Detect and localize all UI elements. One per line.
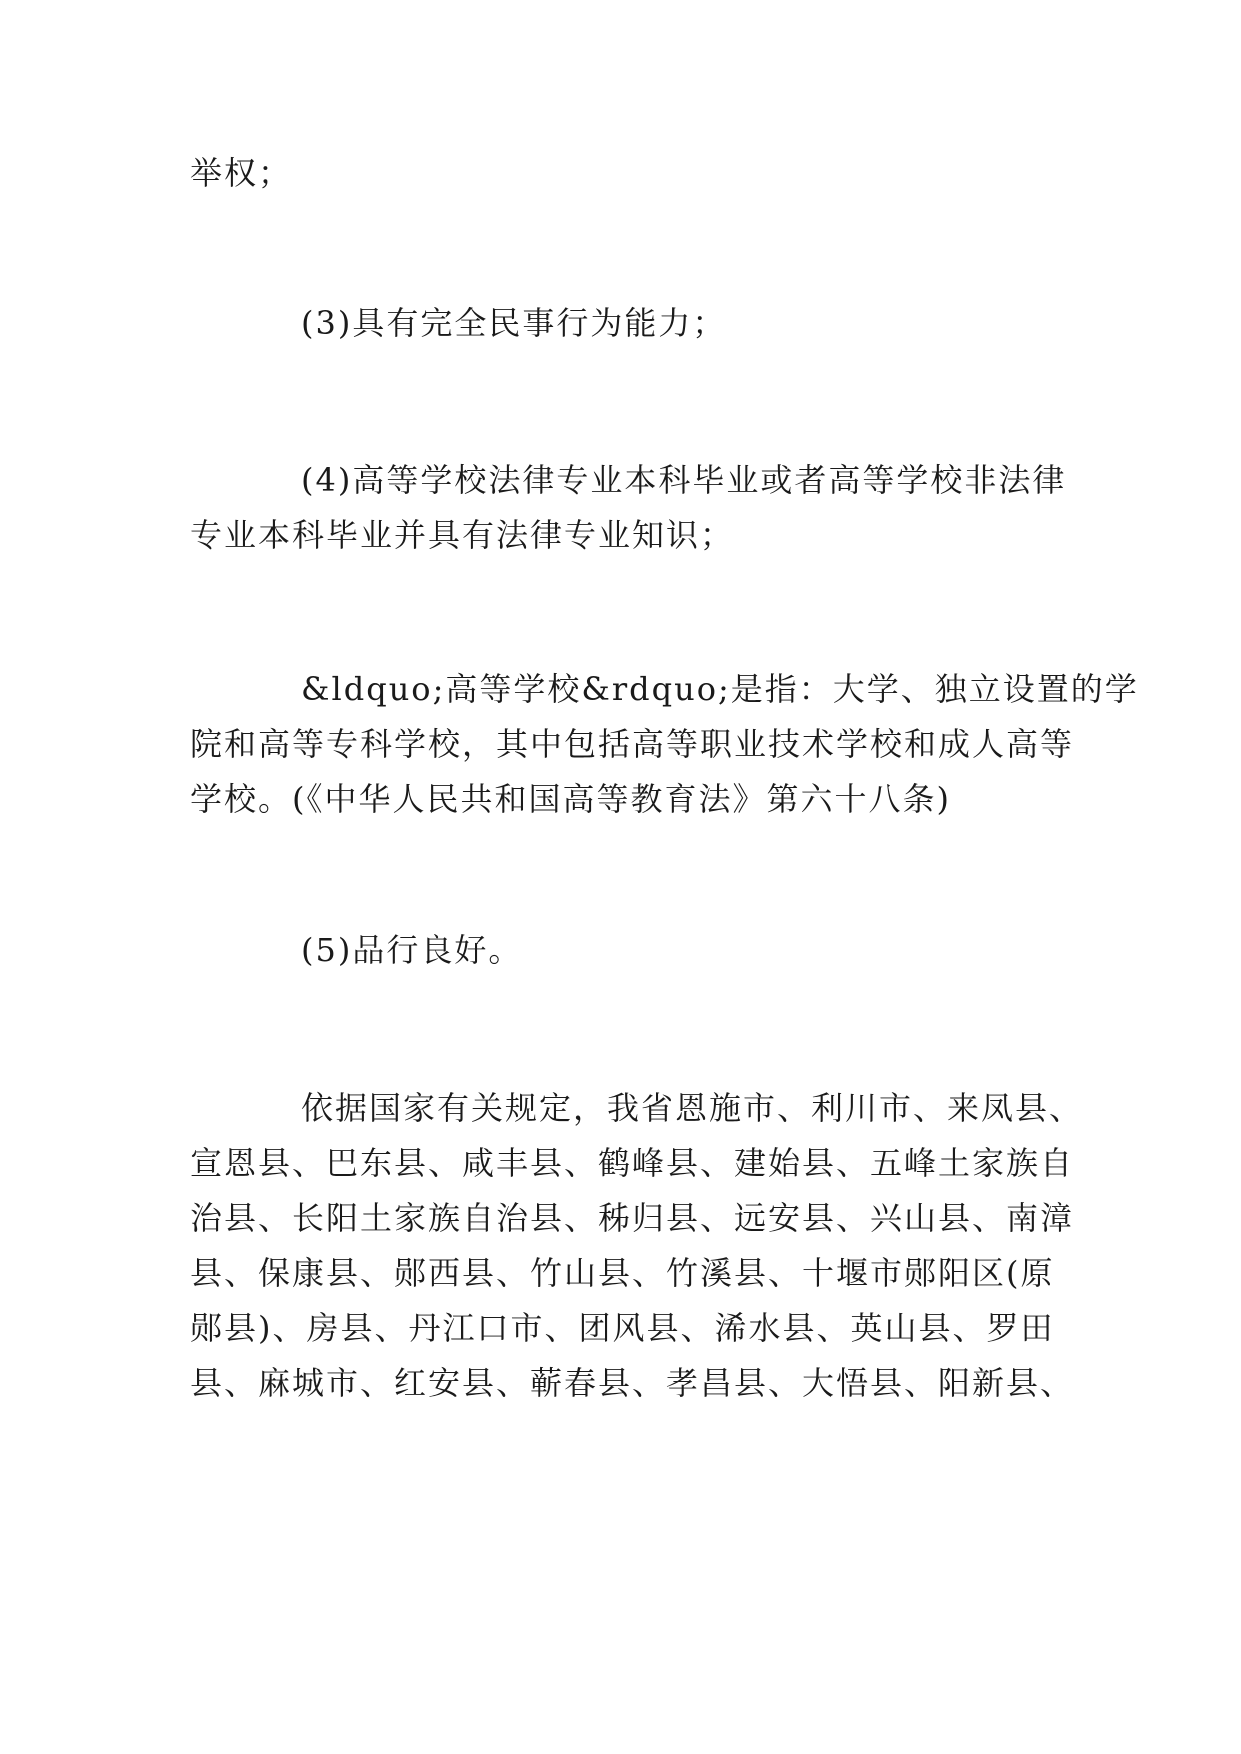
paragraph-continuation xyxy=(190,146,1070,201)
text-line: 郧县)、房县、丹江口市、团风县、浠水县、英山县、罗田 xyxy=(190,1309,1055,1347)
text-line: (3)具有完全民事行为能力； xyxy=(301,304,727,342)
text-line: 宣恩县、巴东县、咸丰县、鹤峰县、建始县、五峰土家族自 xyxy=(190,1144,1075,1182)
text-line: &ldquo;高等学校&rdquo;是指：大学、独立设置的学 xyxy=(301,670,1139,708)
text-line: 县、保康县、郧西县、竹山县、竹溪县、十堰市郧阳区(原 xyxy=(190,1254,1055,1292)
text-line: (5)品行良好。 xyxy=(301,931,523,969)
text-line: 治县、长阳土家族自治县、秭归县、远安县、兴山县、南漳 xyxy=(190,1199,1075,1237)
paragraph-item-4 xyxy=(190,453,1070,563)
paragraph-item-3 xyxy=(190,296,1070,351)
paragraph-regions xyxy=(190,1081,1084,1411)
text-line: 院和高等专科学校，其中包括高等职业技术学校和成人高等 xyxy=(190,725,1075,763)
text-line: 依据国家有关规定，我省恩施市、利川市、来凤县、 xyxy=(301,1089,1084,1127)
text-line: 学校。(《中华人民共和国高等教育法》第六十八条) xyxy=(190,780,951,818)
text-line: 县、麻城市、红安县、蕲春县、孝昌县、大悟县、阳新县、 xyxy=(190,1364,1075,1402)
paragraph-definition xyxy=(190,662,1139,827)
text-line: (4)高等学校法律专业本科毕业或者高等学校非法律 xyxy=(301,461,1067,499)
text-line: 举权； xyxy=(190,154,293,192)
text-line: 专业本科毕业并具有法律专业知识； xyxy=(190,516,735,554)
paragraph-item-5 xyxy=(190,923,1070,978)
